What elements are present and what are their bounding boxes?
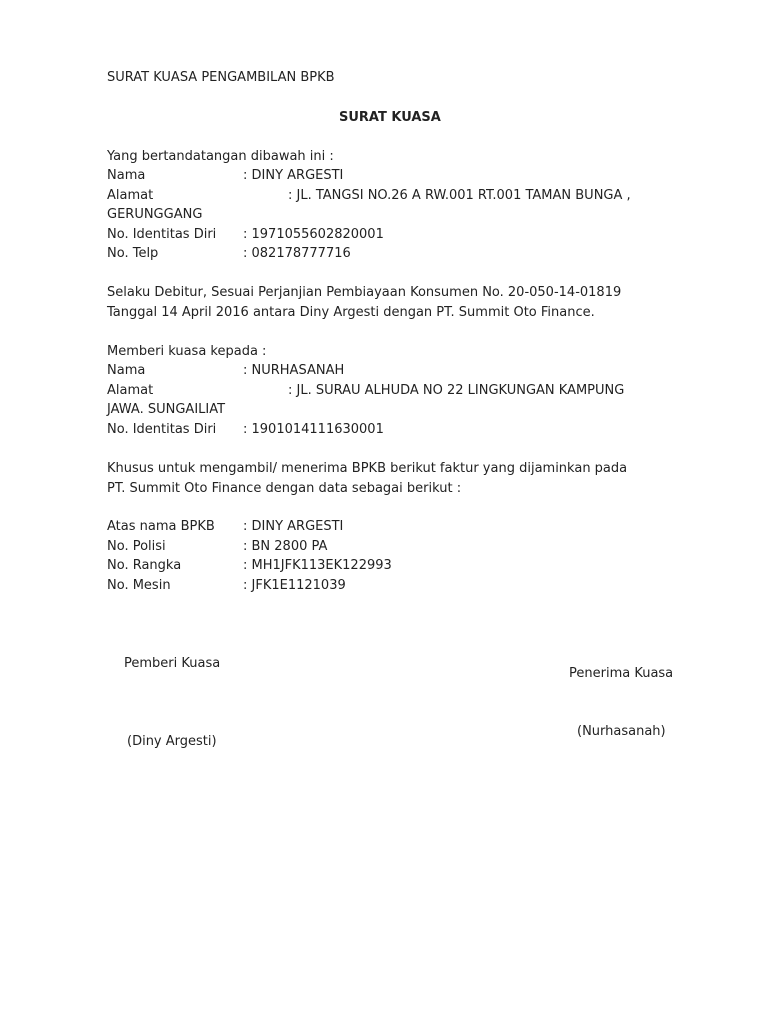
contract-line-1: Selaku Debitur, Sesuai Perjanjian Pembiayaan Konsumen No. 20-050-14-01819 [107, 285, 622, 300]
vehicle-owner-value: : DINY ARGESTI [243, 519, 344, 534]
grantee-signature-name: (Nurhasanah) [577, 724, 666, 739]
grantor-phone-label: No. Telp [107, 246, 159, 261]
grantor-name-label: Nama [107, 168, 146, 183]
grantor-id-label: No. Identitas Diri [107, 227, 217, 242]
vehicle-engine-label: No. Mesin [107, 578, 171, 593]
grantor-name-value: : DINY ARGESTI [243, 168, 344, 183]
grantee-name-label: Nama [107, 363, 146, 378]
grantee-address-label: Alamat [107, 383, 154, 398]
grantee-id-value: : 1901014111630001 [243, 422, 384, 437]
grantee-signature-role: Penerima Kuasa [569, 666, 674, 681]
grantee-id-label: No. Identitas Diri [107, 422, 217, 437]
grantee-intro: Memberi kuasa kepada : [107, 344, 267, 359]
vehicle-plate-label: No. Polisi [107, 539, 166, 554]
grantee-address-continued: JAWA. SUNGAILIAT [107, 402, 226, 417]
grantor-signature-name: (Diny Argesti) [127, 734, 217, 749]
vehicle-engine-value: : JFK1E1121039 [243, 578, 346, 593]
vehicle-frame-label: No. Rangka [107, 558, 182, 573]
grantee-name-value: : NURHASANAH [243, 363, 345, 378]
vehicle-plate-value: : BN 2800 PA [243, 539, 328, 554]
grantor-address-value: : JL. TANGSI NO.26 A RW.001 RT.001 TAMAN BUNGA , [288, 188, 631, 203]
grantor-address-continued: GERUNGGANG [107, 207, 203, 222]
contract-line-2: Tanggal 14 April 2016 antara Diny Argesti dengan PT. Summit Oto Finance. [107, 305, 595, 320]
grantor-phone-value: : 082178777716 [243, 246, 351, 261]
purpose-line-1: Khusus untuk mengambil/ menerima BPKB berikut faktur yang dijaminkan pada [107, 461, 628, 476]
purpose-line-2: PT. Summit Oto Finance dengan data sebagai berikut : [107, 481, 462, 496]
vehicle-owner-label: Atas nama BPKB [107, 519, 215, 534]
grantor-intro: Yang bertandatangan dibawah ini : [107, 149, 334, 164]
grantor-signature-role: Pemberi Kuasa [124, 656, 221, 671]
document-title: SURAT KUASA [339, 110, 441, 125]
grantee-address-value: : JL. SURAU ALHUDA NO 22 LINGKUNGAN KAMPUNG [288, 383, 625, 398]
grantor-address-label: Alamat [107, 188, 154, 203]
grantor-id-value: : 1971055602820001 [243, 227, 384, 242]
document-heading: SURAT KUASA PENGAMBILAN BPKB [107, 70, 335, 85]
vehicle-frame-value: : MH1JFK113EK122993 [243, 558, 392, 573]
